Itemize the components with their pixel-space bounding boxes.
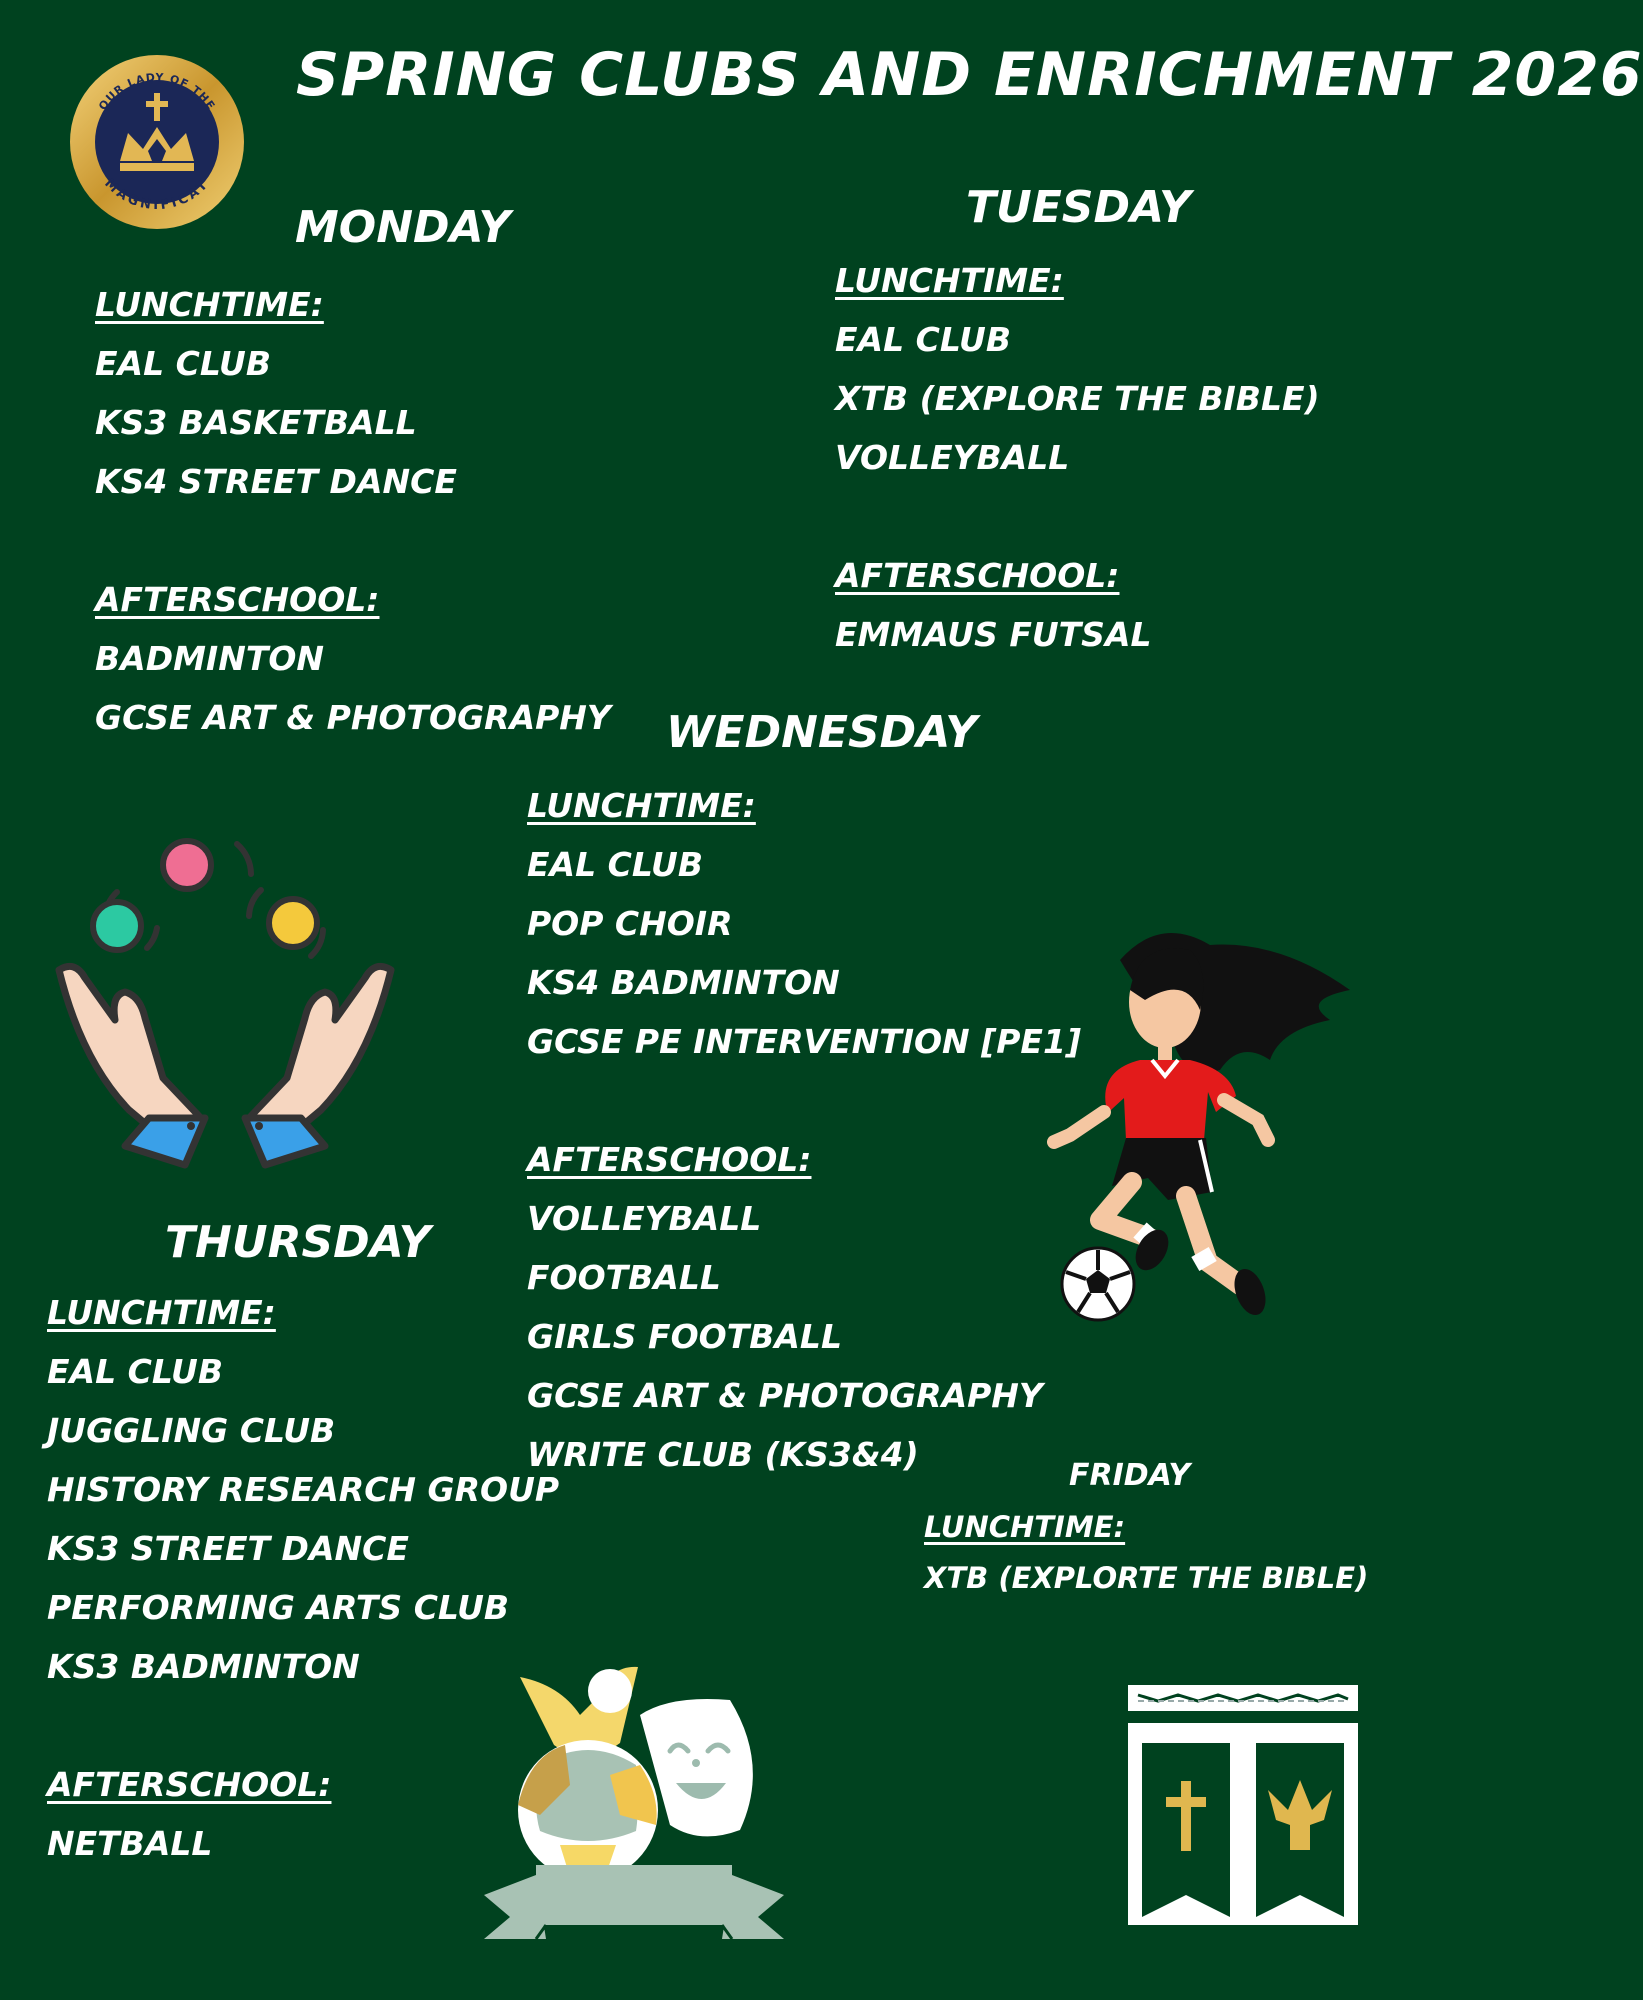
tuesday-lunch-item: VOLLEYBALL <box>835 438 1070 477</box>
logo-text-bottom: MAGNIFICAT <box>101 176 213 214</box>
thursday-lunch-item: KS3 STREET DANCE <box>47 1529 409 1568</box>
wednesday-after-item: VOLLEYBALL <box>527 1199 762 1238</box>
school-logo-icon <box>68 53 246 231</box>
monday-lunch-item: KS4 STREET DANCE <box>95 462 457 501</box>
wednesday-after-item: WRITE CLUB (KS3&4) <box>527 1435 919 1474</box>
monday-lunch-item: KS3 BASKETBALL <box>95 403 417 442</box>
wednesday-lunch-heading: LUNCHTIME: <box>527 786 756 825</box>
wednesday-after-item: FOOTBALL <box>527 1258 721 1297</box>
monday-schedule <box>95 275 611 747</box>
thursday-lunch-item: KS3 BADMINTON <box>47 1647 360 1686</box>
girl-footballer-icon <box>1040 920 1360 1330</box>
wednesday-after-heading: AFTERSCHOOL: <box>527 1140 812 1179</box>
thursday-after-heading: AFTERSCHOOL: <box>47 1765 332 1804</box>
trophy-drama-masks-icon <box>470 1655 800 1955</box>
tuesday-lunch-item: XTB (EXPLORE THE BIBLE) <box>835 379 1320 418</box>
thursday-after-item: NETBALL <box>47 1824 213 1863</box>
day-title-wednesday: WEDNESDAY <box>666 707 978 758</box>
day-title-thursday: THURSDAY <box>165 1217 431 1268</box>
friday-lunch-item: XTB (EXPLORTE THE BIBLE) <box>924 1561 1369 1595</box>
poster-title: SPRING CLUBS AND ENRICHMENT 2026 <box>296 40 1643 110</box>
day-title-tuesday: TUESDAY <box>966 182 1191 233</box>
wednesday-after-item: GCSE ART & PHOTOGRAPHY <box>527 1376 1043 1415</box>
monday-after-item: GCSE ART & PHOTOGRAPHY <box>95 698 611 737</box>
tuesday-after-heading: AFTERSCHOOL: <box>835 556 1120 595</box>
juggling-hands-icon <box>45 820 405 1170</box>
wednesday-schedule <box>527 776 1081 1484</box>
thursday-lunch-item: JUGGLING CLUB <box>47 1411 336 1450</box>
wednesday-lunch-item: KS4 BADMINTON <box>527 963 840 1002</box>
thursday-lunch-item: PERFORMING ARTS CLUB <box>47 1588 510 1627</box>
thursday-lunch-item: HISTORY RESEARCH GROUP <box>47 1470 560 1509</box>
thursday-lunch-heading: LUNCHTIME: <box>47 1293 276 1332</box>
day-title-monday: MONDAY <box>295 202 511 253</box>
wednesday-lunch-item: POP CHOIR <box>527 904 733 943</box>
friday-schedule <box>924 1502 1368 1604</box>
tuesday-lunch-item: EAL CLUB <box>835 320 1011 359</box>
wednesday-lunch-item: EAL CLUB <box>527 845 703 884</box>
monday-after-item: BADMINTON <box>95 639 325 678</box>
logo-text-top: OUR LADY OF THE <box>96 70 218 113</box>
monday-lunch-item: EAL CLUB <box>95 344 271 383</box>
friday-lunch-heading: LUNCHTIME: <box>924 1510 1126 1544</box>
cross-dove-banner-icon <box>1128 1685 1358 1925</box>
tuesday-lunch-heading: LUNCHTIME: <box>835 261 1064 300</box>
wednesday-lunch-item: GCSE PE INTERVENTION [PE1] <box>527 1022 1082 1061</box>
monday-after-heading: AFTERSCHOOL: <box>95 580 380 619</box>
day-title-friday: FRIDAY <box>1069 1458 1191 1493</box>
wednesday-after-item: GIRLS FOOTBALL <box>527 1317 842 1356</box>
thursday-lunch-item: EAL CLUB <box>47 1352 223 1391</box>
tuesday-after-item: EMMAUS FUTSAL <box>835 615 1152 654</box>
tuesday-schedule <box>835 251 1320 664</box>
monday-lunch-heading: LUNCHTIME: <box>95 285 324 324</box>
